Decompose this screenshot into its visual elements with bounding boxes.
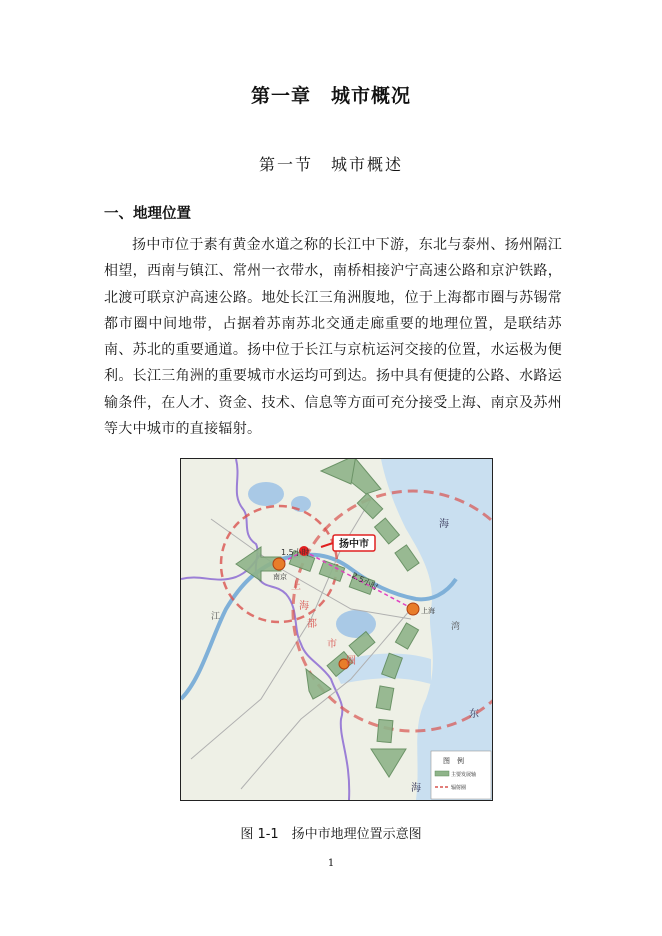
time-label-2: 2.5小时: [350, 570, 380, 593]
location-map: [181, 459, 492, 800]
taihu-lake: [336, 610, 376, 638]
legend-axis-swatch: [435, 771, 449, 776]
nanjing-label: 南京: [273, 573, 287, 581]
section-title: 第一节 城市概述: [258, 155, 403, 174]
river-label: 江: [211, 612, 221, 622]
subsection-heading: 一、地理位置: [104, 206, 191, 222]
arc-label: 都: [307, 619, 317, 630]
arc-label: 圈: [346, 656, 356, 667]
sea-label: 海: [411, 783, 421, 794]
axis-segment: [377, 719, 393, 742]
arc-label: 海: [299, 601, 309, 612]
figure-caption: 图 1-1 扬中市地理位置示意图: [240, 827, 422, 842]
nanjing-marker: [273, 558, 285, 570]
location-map-figure: [180, 458, 493, 801]
arc-label: 市: [327, 639, 337, 650]
lake: [248, 482, 284, 506]
sea-label: 东: [469, 709, 479, 720]
body-paragraph: 扬中市位于素有黄金水道之称的长江中下游，东北与泰州、扬州隔江相望，西南与镇江、常州一衣带水，南桥相接沪宁高速公路和京沪铁路，北渡可联京沪高速公路。地处长江三角洲腹地，位于上海都市圈与苏锡常都市圈中间地带，占据着苏南苏北交通走廊重要的地理位置，是联结苏南、苏北的重要通道。扬中位于长江与京杭运河交接的位置，水运极为便利。长江三角洲的重要城市水运均可到达。扬中具有便捷的公路、水路运输条件，在人才、资金、技术、信息等方面可充分接受上海、南京及苏州等大中城市的直接辐射。: [104, 237, 562, 438]
page-number: 1: [327, 858, 335, 869]
time-label-1: 1.5小时: [281, 548, 310, 557]
legend-item-circle: 辐射圈: [451, 785, 467, 791]
yangzhong-label: 扬中市: [339, 539, 369, 550]
arc-label: 上: [291, 581, 301, 592]
lake-small: [291, 496, 311, 512]
shanghai-marker: [407, 603, 419, 615]
bay-label: 湾: [451, 622, 461, 632]
legend-title: 图 例: [443, 757, 464, 765]
sea-label: 海: [439, 519, 449, 530]
chapter-title: 第一章 城市概况: [250, 85, 411, 107]
shanghai-label: 上海: [421, 607, 435, 615]
legend-item-axis: 主要发展轴: [451, 772, 477, 778]
